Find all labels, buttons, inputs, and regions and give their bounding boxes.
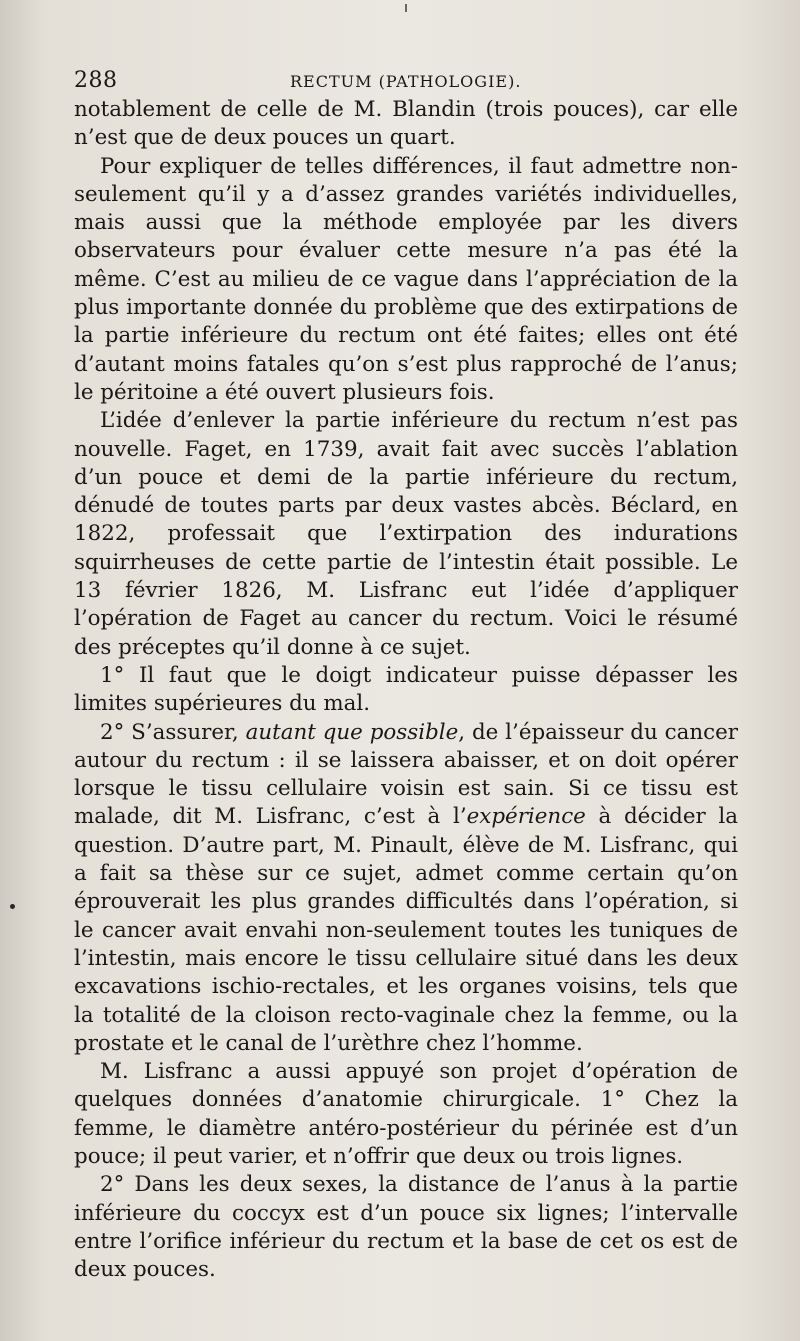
paragraph-2: Pour expliquer de telles différences, il faut admettre non-seulement qu’il y a d’assez grandes variétés individuelles, mais aussi que la méthode employée par les divers observateurs pour évaluer cette mesure n’a pas été la même. C’est au milieu de ce vague dans l’appréciation de la plus importante donnée du problème que des extirpations de la partie inférieure du rectum ont été faites; elles ont été d’autant moins fatales qu’on s’est plus rapproché de l’anus; le péritoine a été ouvert plusieurs fois. <box>74 153 738 405</box>
body-text <box>74 96 738 1284</box>
running-head: RECTUM (PATHOLOGIE). <box>290 72 522 91</box>
italic-experience: expérience <box>466 804 586 830</box>
page-header <box>74 64 738 98</box>
paragraph-5-lead: 2° S’assurer, <box>100 719 246 745</box>
print-mark <box>405 4 407 12</box>
paragraph-5 <box>74 719 738 1059</box>
italic-autant-que-possible: autant que possible <box>245 719 459 745</box>
paragraph-5-middle: , de l’épaisseur du cancer autour du rectum : il se laissera abaisser, et on doit opérer lorsque le tissu cellulaire voisin est sain. Si ce tissu est malade, dit M. Lisfranc, c’est à l’ <box>74 719 738 830</box>
paragraph-4: 1° Il faut que le doigt indicateur puisse dépasser les limites supérieures du mal. <box>74 662 738 717</box>
paragraph-5-tail: à décider la question. D’autre part, M. Pinault, élève de M. Lisfranc, qui a fait sa thèse sur ce sujet, admet comme certain qu’on éprouverait les plus grandes difficultés dans l’opération, si le cancer avait envahi non-seulement toutes les tuniques de l’intestin, mais encore le tissu cellulaire situé dans les deux excavations ischio-rectales, et les organes voisins, tels que la totalité de la cloison recto-vaginale chez la femme, ou la prostate et le canal de l’urèthre chez l’homme. <box>74 804 739 1056</box>
paragraph-6: M. Lisfranc a aussi appuyé son projet d’opération de quelques données d’anatomie chirurgicale. 1° Chez la femme, le diamètre antéro-postérieur du périnée est d’un pouce; il peut varier, et n’offrir que deux ou trois lignes. <box>74 1059 738 1169</box>
paragraph-7: 2° Dans les deux sexes, la distance de l’anus à la partie inférieure du coccyx est d’un pouce six lignes; l’intervalle entre l’orifice inférieur du rectum et la base de cet os est de deux pouces. <box>74 1172 738 1283</box>
paragraph-3: L’idée d’enlever la partie inférieure du rectum n’est pas nouvelle. Faget, en 1739, avait fait avec succès l’ablation d’un pouce et demi de la partie inférieure du rectum, dénudé de toutes parts par deux vastes abcès. Béclard, en 1822, professait que l’extirpation des indurations squirrheuses de cette partie de l’intestin était possible. Le 13 février 1826, M. Lisfranc eut l’idée d’appliquer l’opération de Faget au cancer du rectum. Voici le résumé des préceptes qu’il donne à ce sujet. <box>74 408 738 660</box>
paragraph-1: notablement de celle de M. Blandin (trois pouces), car elle n’est que de deux pouces un quart. <box>74 97 738 151</box>
margin-ink-dot <box>10 904 15 909</box>
page-number: 288 <box>74 68 118 93</box>
